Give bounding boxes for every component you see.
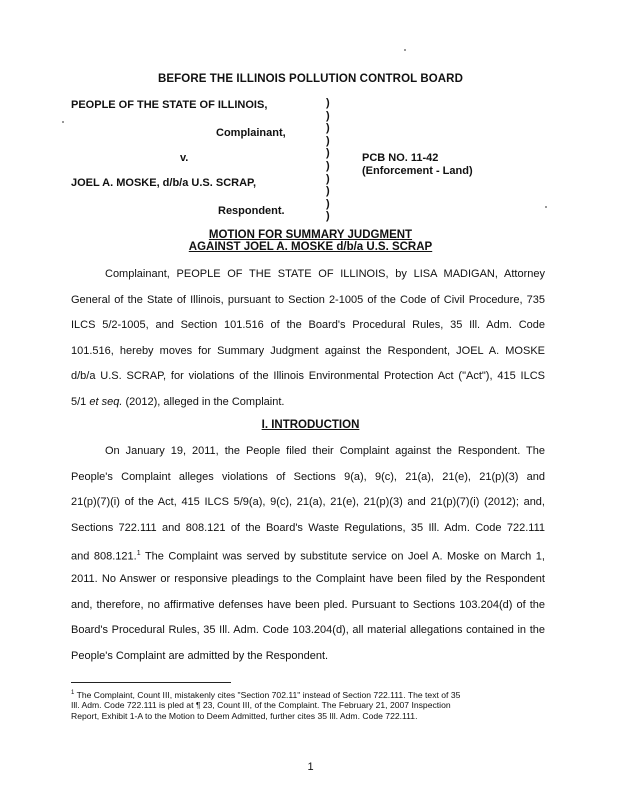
motion-title-line1: MOTION FOR SUMMARY JUDGMENT — [208, 229, 413, 241]
paragraph-line: 2011. No Answer or responsive pleadings to the Complaint have been filed by the Respondent — [71, 572, 545, 585]
paragraph-line: People's Complaint alleges violations of Sections 9(a), 9(c), 21(a), 21(e), 21(p)(3) and — [71, 470, 545, 483]
motion-title-line2: AGAINST JOEL A. MOSKE d/b/a U.S. SCRAP — [188, 241, 433, 253]
scan-speck — [404, 49, 406, 51]
paragraph-line: 21(p)(7)(i) of the Act, 415 ILCS 5/9(a), 9(c), 21(a), 21(e), 21(p)(3) and 21(p)(7)(i) (2012); and, — [71, 496, 545, 509]
plaintiff-name: PEOPLE OF THE STATE OF ILLINOIS, — [71, 99, 268, 111]
footnote-divider — [71, 682, 231, 683]
paren: ) — [326, 122, 330, 135]
paren: ) — [326, 147, 330, 160]
text: (2012), alleged in the Complaint. — [122, 395, 285, 408]
paragraph-line-last — [71, 396, 545, 422]
paragraph-line: Board's Procedural Rules, 35 Ill. Adm. Code 103.204(d), all material allegations contained in the — [71, 624, 545, 637]
paragraph-line: Complainant, PEOPLE OF THE STATE OF ILLINOIS, by LISA MADIGAN, Attorney — [105, 268, 545, 280]
paragraph-line: ILCS 5/2-1005, and Section 101.516 of the Board's Procedural Rules, 35 Ill. Adm. Code — [71, 319, 545, 332]
paren: ) — [326, 97, 330, 109]
defendant-name: JOEL A. MOSKE, d/b/a U.S. SCRAP, — [71, 177, 257, 189]
paragraph-line: 101.516, hereby moves for Summary Judgment against the Respondent, JOEL A. MOSKE — [71, 344, 545, 357]
paren: ) — [326, 109, 330, 122]
section-heading: I. INTRODUCTION — [261, 419, 360, 431]
defendant-role: Respondent. — [218, 205, 285, 217]
paragraph-line: and, therefore, no affirmative defenses have been pled. Pursuant to Sections 103.204(d) of the — [71, 598, 545, 611]
footnote — [71, 688, 551, 722]
plaintiff-role: Complainant, — [216, 127, 286, 139]
scan-speck — [62, 121, 64, 123]
court-heading: BEFORE THE ILLINOIS POLLUTION CONTROL BOARD — [157, 73, 463, 85]
versus: v. — [180, 152, 189, 164]
footnote-line: Ill. Adm. Code 722.111 is pled at ¶ 23, Count III, of the Complaint. The February 21, 2007 Inspection — [71, 700, 451, 711]
footnote-line — [71, 688, 551, 700]
caption-parentheses — [326, 97, 330, 223]
paragraph-line-footnoted — [71, 547, 545, 573]
intro-paragraph — [71, 268, 545, 422]
text: 5/1 — [71, 395, 90, 408]
case-number: PCB NO. 11-42 — [362, 152, 439, 164]
footnote-reference[interactable]: 1 — [136, 550, 141, 558]
paragraph-line: On January 19, 2011, the People filed their Complaint against the Respondent. The — [105, 445, 545, 457]
text: The Complaint, Count III, mistakenly cites "Section 702.11" instead of Section 722.111. The text of 35 — [74, 689, 461, 700]
paragraph-line: d/b/a U.S. SCRAP, for violations of the Illinois Environmental Protection Act ("Act"), 415 ILCS — [71, 370, 545, 383]
paragraph-line: Sections 722.111 and 808.121 of the Board's Waste Regulations, 35 Ill. Adm. Code 722.111 — [71, 521, 545, 534]
paren: ) — [326, 210, 330, 223]
footnote-line: Report, Exhibit 1-A to the Motion to Deem Admitted, further cites 35 Ill. Adm. Code 722.111. — [71, 711, 418, 722]
paragraph-line: General of the State of Illinois, pursuant to Section 2-1005 of the Code of Civil Procedure, 735 — [71, 293, 545, 306]
paren: ) — [326, 172, 330, 185]
paragraph-line-last: People's Complaint are admitted by the Respondent. — [71, 649, 329, 662]
scan-speck — [545, 206, 547, 208]
text: The Complaint was served by substitute service on Joel A. Moske on March 1, — [140, 551, 545, 564]
case-type: (Enforcement - Land) — [362, 165, 473, 177]
paren: ) — [326, 197, 330, 210]
page-number: 1 — [307, 761, 314, 773]
text: and 808.121. — [71, 551, 137, 564]
introduction-paragraph — [71, 445, 545, 675]
paren: ) — [326, 185, 330, 198]
paren: ) — [326, 134, 330, 147]
footnote-marker: 1 — [71, 690, 75, 696]
italic-text: et seq. — [89, 395, 123, 408]
paren: ) — [326, 159, 330, 172]
